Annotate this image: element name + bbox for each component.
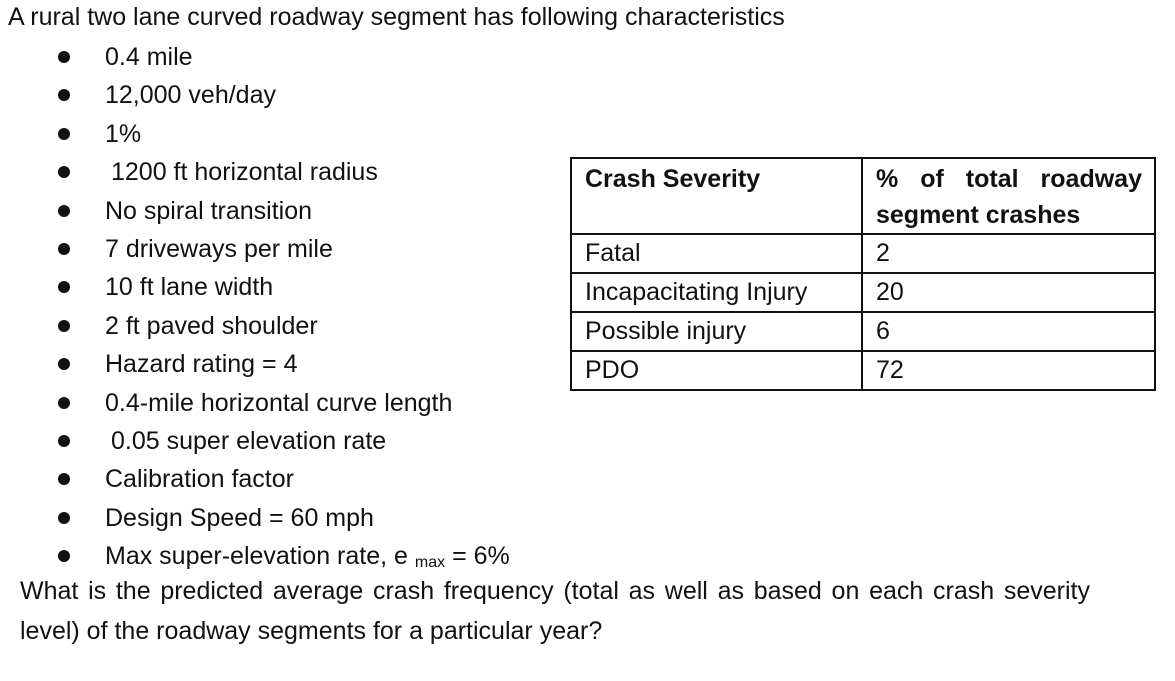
severity-cell: PDO	[571, 351, 862, 390]
percent-cell: 72	[862, 351, 1155, 390]
table-row	[571, 351, 1155, 390]
list-item-text: 1200 ft horizontal radius	[111, 158, 378, 187]
list-item-text: 12,000 veh/day	[105, 81, 276, 110]
list-item-text: 1%	[105, 119, 142, 148]
list-item-text: 0.05 super elevation rate	[111, 426, 387, 455]
percent-cell: 6	[862, 312, 1155, 351]
bullet-icon	[58, 473, 70, 485]
percent-cell: 2	[862, 234, 1155, 273]
bullet-icon	[58, 550, 70, 562]
list-item-text: Design Speed = 60 mph	[105, 503, 374, 532]
bullet-icon	[58, 397, 70, 409]
bullet-icon	[58, 128, 70, 140]
table-row	[571, 273, 1155, 312]
header-crash-severity: Crash Severity	[571, 158, 862, 234]
list-item-text: No spiral transition	[105, 196, 313, 225]
bullet-icon	[58, 243, 70, 255]
list-item-text: 7 driveways per mile	[105, 234, 333, 263]
list-item-text: Calibration factor	[105, 465, 294, 494]
header-percent-total: % of total roadway segment crashes	[862, 158, 1155, 234]
bullet-icon	[58, 51, 70, 63]
question-text: What is the predicted average crash frequency (total as well as based on each crash severity level) of the roadway segments for a particular year?	[20, 577, 1090, 645]
bullet-icon	[58, 358, 70, 370]
list-item-text: Hazard rating = 4	[105, 350, 298, 379]
table-row	[571, 312, 1155, 351]
bullet-icon	[58, 166, 70, 178]
list-item-text: 2 ft paved shoulder	[105, 311, 318, 340]
bullet-icon	[58, 89, 70, 101]
crash-severity-table	[570, 157, 1156, 391]
list-item-text: 0.4 mile	[105, 43, 193, 71]
percent-cell: 20	[862, 273, 1155, 312]
bullet-icon	[58, 281, 70, 293]
max-subscript: max	[414, 554, 446, 572]
table-header-row	[571, 158, 1155, 234]
severity-cell: Fatal	[571, 234, 862, 273]
severity-cell: Incapacitating Injury	[571, 273, 862, 312]
table-row	[571, 234, 1155, 273]
max-superelevation-prefix: Max super-elevation rate, e	[105, 542, 415, 571]
bullet-icon	[58, 435, 70, 447]
bullet-icon	[58, 320, 70, 332]
list-item-text: 10 ft lane width	[105, 273, 274, 302]
intro-text: A rural two lane curved roadway segment has following characteristics	[8, 3, 785, 31]
max-superelevation-suffix: = 6%	[445, 542, 510, 571]
bullet-icon	[58, 512, 70, 524]
bullet-icon	[58, 205, 70, 217]
severity-cell: Possible injury	[571, 312, 862, 351]
list-item-text: 0.4-mile horizontal curve length	[105, 388, 453, 417]
